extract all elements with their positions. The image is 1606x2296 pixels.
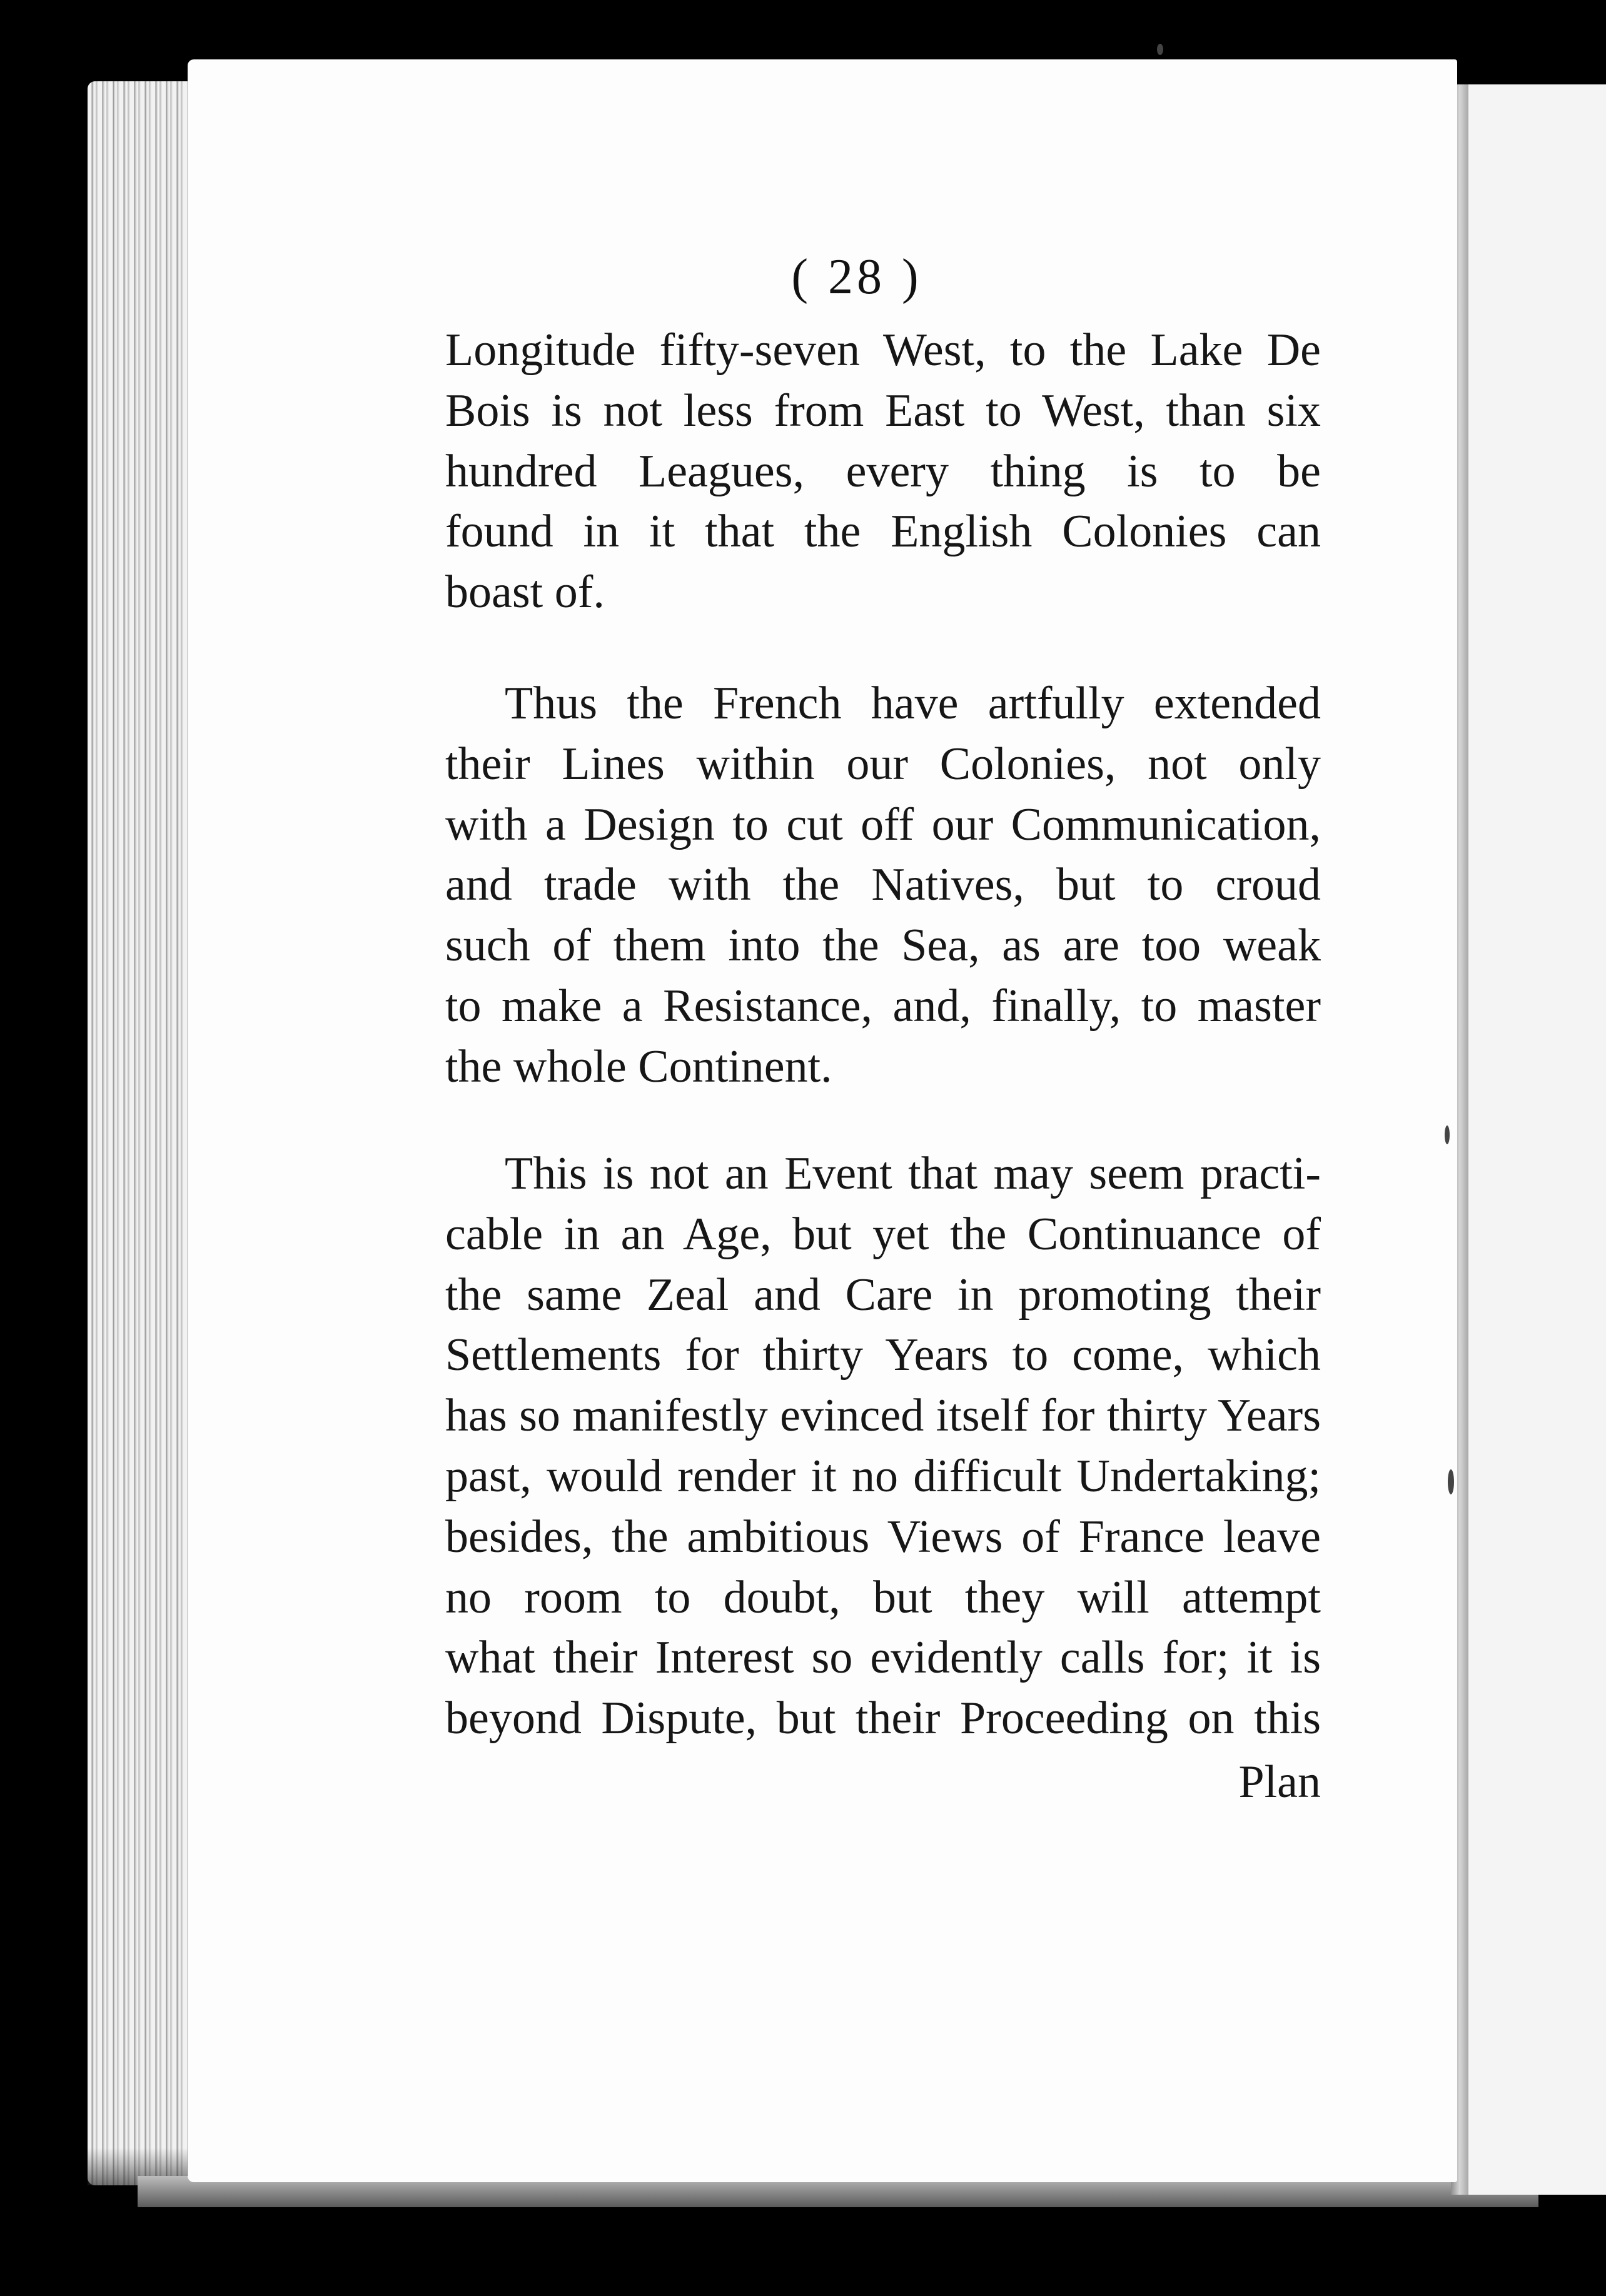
text-line: with a Design to cut off our Communication,	[445, 798, 1321, 850]
text-line: what their Interest so evidently calls for; it is	[445, 1632, 1321, 1684]
catchword: Plan	[1238, 1756, 1321, 1808]
text-line: Settlements for thirty Years to come, which	[445, 1329, 1321, 1381]
scan-speck	[1448, 1469, 1454, 1494]
page-number: ( 28 )	[791, 249, 922, 305]
text-line: besides, the ambitious Views of France leave	[445, 1511, 1321, 1563]
text-line: This is not an Event that may seem practi-	[505, 1148, 1321, 1199]
scan-speck	[1445, 1125, 1450, 1144]
book-page-edges	[88, 81, 203, 2185]
text-line: the same Zeal and Care in promoting their	[445, 1269, 1321, 1321]
text-line: hundred Leagues, every thing is to be	[445, 445, 1321, 497]
text-line: boast of.	[445, 566, 605, 618]
text-line: the whole Continent.	[445, 1040, 832, 1092]
facing-page-fragment	[1451, 84, 1606, 2195]
text-line: such of them into the Sea, as are too weak	[445, 920, 1321, 972]
text-line: beyond Dispute, but their Proceeding on this	[445, 1693, 1321, 1745]
text-line: no room to doubt, but they will attempt	[445, 1571, 1321, 1623]
text-line: past, would render it no difficult Undertaking;	[445, 1450, 1321, 1502]
text-line: to make a Resistance, and, finally, to master	[445, 980, 1321, 1032]
text-line: Bois is not less from East to West, than six	[445, 385, 1321, 436]
text-line: and trade with the Natives, but to croud	[445, 859, 1321, 911]
scan-speck	[1157, 44, 1163, 55]
paragraph-1	[445, 320, 1321, 623]
paragraph-2	[445, 673, 1321, 1097]
text-line: has so manifestly evinced itself for thirty Years	[445, 1390, 1321, 1442]
text-line: cable in an Age, but yet the Continuance of	[445, 1208, 1321, 1260]
text-line: Longitude fifty-seven West, to the Lake De	[445, 325, 1321, 376]
text-line: their Lines within our Colonies, not only	[445, 738, 1321, 790]
text-line: Thus the French have artfully extended	[505, 678, 1321, 729]
text-line: found in it that the English Colonies can	[445, 506, 1321, 558]
paragraph-3	[445, 1144, 1321, 1749]
